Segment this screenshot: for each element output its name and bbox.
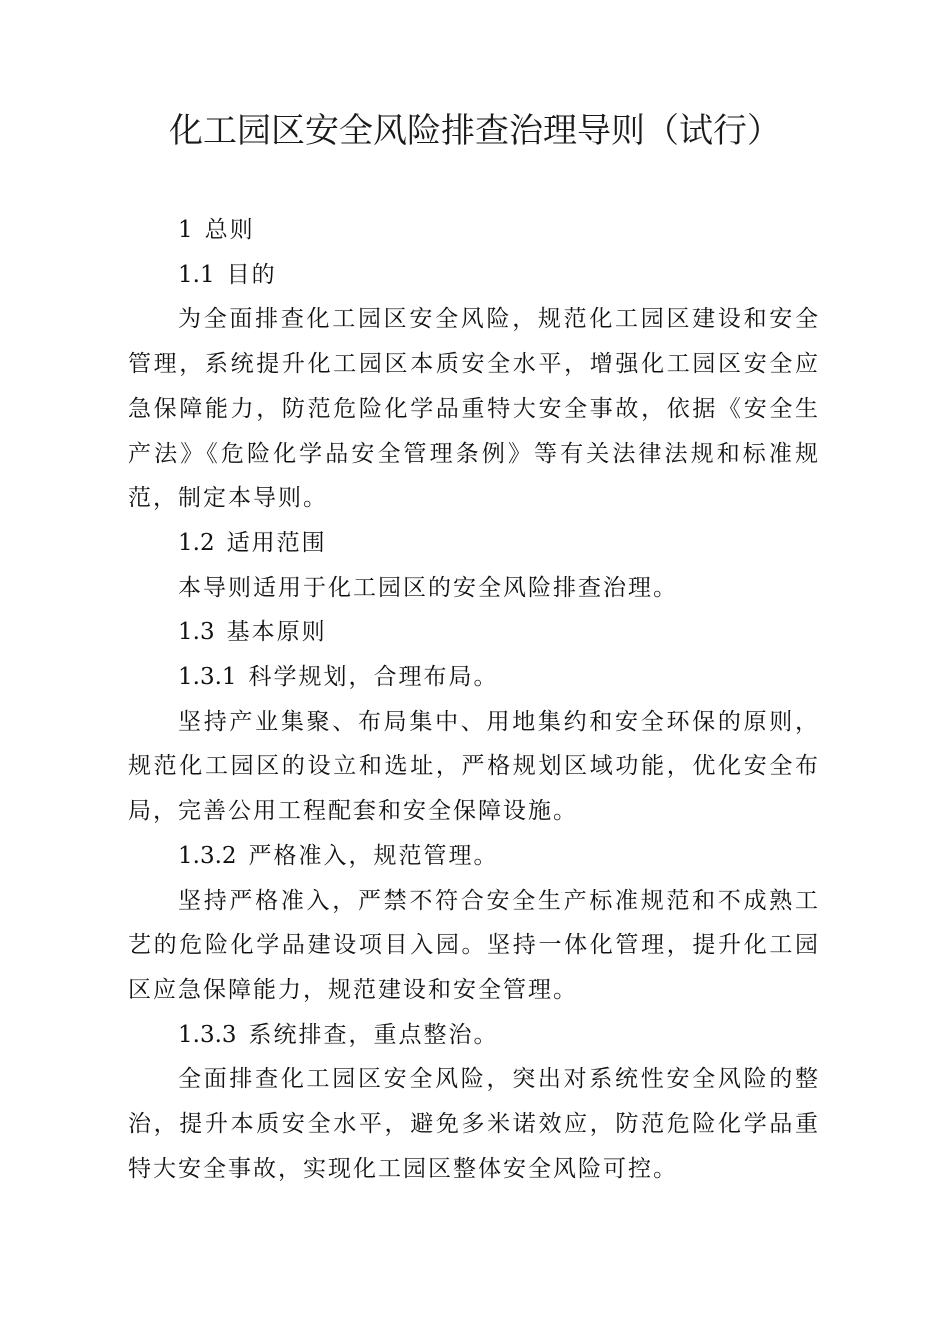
section-title: 适用范围 <box>226 529 327 556</box>
section-heading <box>128 834 820 879</box>
section-heading <box>128 521 820 566</box>
paragraph: 坚持严格准入，严禁不符合安全生产标准规范和不成熟工艺的危险化学品建设项目入园。坚持一体化管理，提升化工园区应急保障能力，规范建设和安全管理。 <box>128 887 820 1003</box>
paragraph: 全面排查化工园区安全风险，突出对系统性安全风险的整治，提升本质安全水平，避免多米诺效应，防范危险化学品重特大安全事故，实现化工园区整体安全风险可控。 <box>128 1066 820 1182</box>
section-number: 1.2 <box>178 529 215 556</box>
section-title: 科学规划，合理布局。 <box>248 664 499 691</box>
section-title: 总则 <box>204 217 255 243</box>
section-title: 系统排查，重点整治。 <box>248 1021 499 1048</box>
paragraph: 本导则适用于化工园区的安全风险排查治理。 <box>178 574 678 601</box>
section-heading <box>128 655 820 700</box>
section-number: 1.3 <box>178 619 215 646</box>
section-title: 基本原则 <box>226 619 327 646</box>
section-number: 1.3.2 <box>178 842 237 869</box>
section-heading <box>128 1013 820 1058</box>
section-number: 1.3.3 <box>178 1021 237 1048</box>
section-number: 1.1 <box>178 261 215 288</box>
section-number: 1 <box>178 217 193 243</box>
section-title: 目的 <box>226 261 277 288</box>
section-heading <box>128 610 820 655</box>
section-title: 严格准入，规范管理。 <box>248 842 499 869</box>
paragraph: 为全面排查化工园区安全风险，规范化工园区建设和安全管理，系统提升化工园区本质安全水平，增强化工园区安全应急保障能力，防范危险化学品重特大安全事故，依据《安全生产法》《危险化学品安全管理条例》等有关法律法规和标准规范，制定本导则。 <box>128 306 820 512</box>
document-title: 化工园区安全风险排查治理导则（试行） <box>169 111 781 151</box>
section-heading <box>128 253 820 298</box>
section-number: 1.3.1 <box>178 664 237 691</box>
section-heading <box>128 208 820 253</box>
document-body <box>128 208 820 1191</box>
paragraph: 坚持产业集聚、布局集中、用地集约和安全环保的原则，规范化工园区的设立和选址，严格规划区域功能，优化安全布局，完善公用工程配套和安全保障设施。 <box>128 708 820 825</box>
